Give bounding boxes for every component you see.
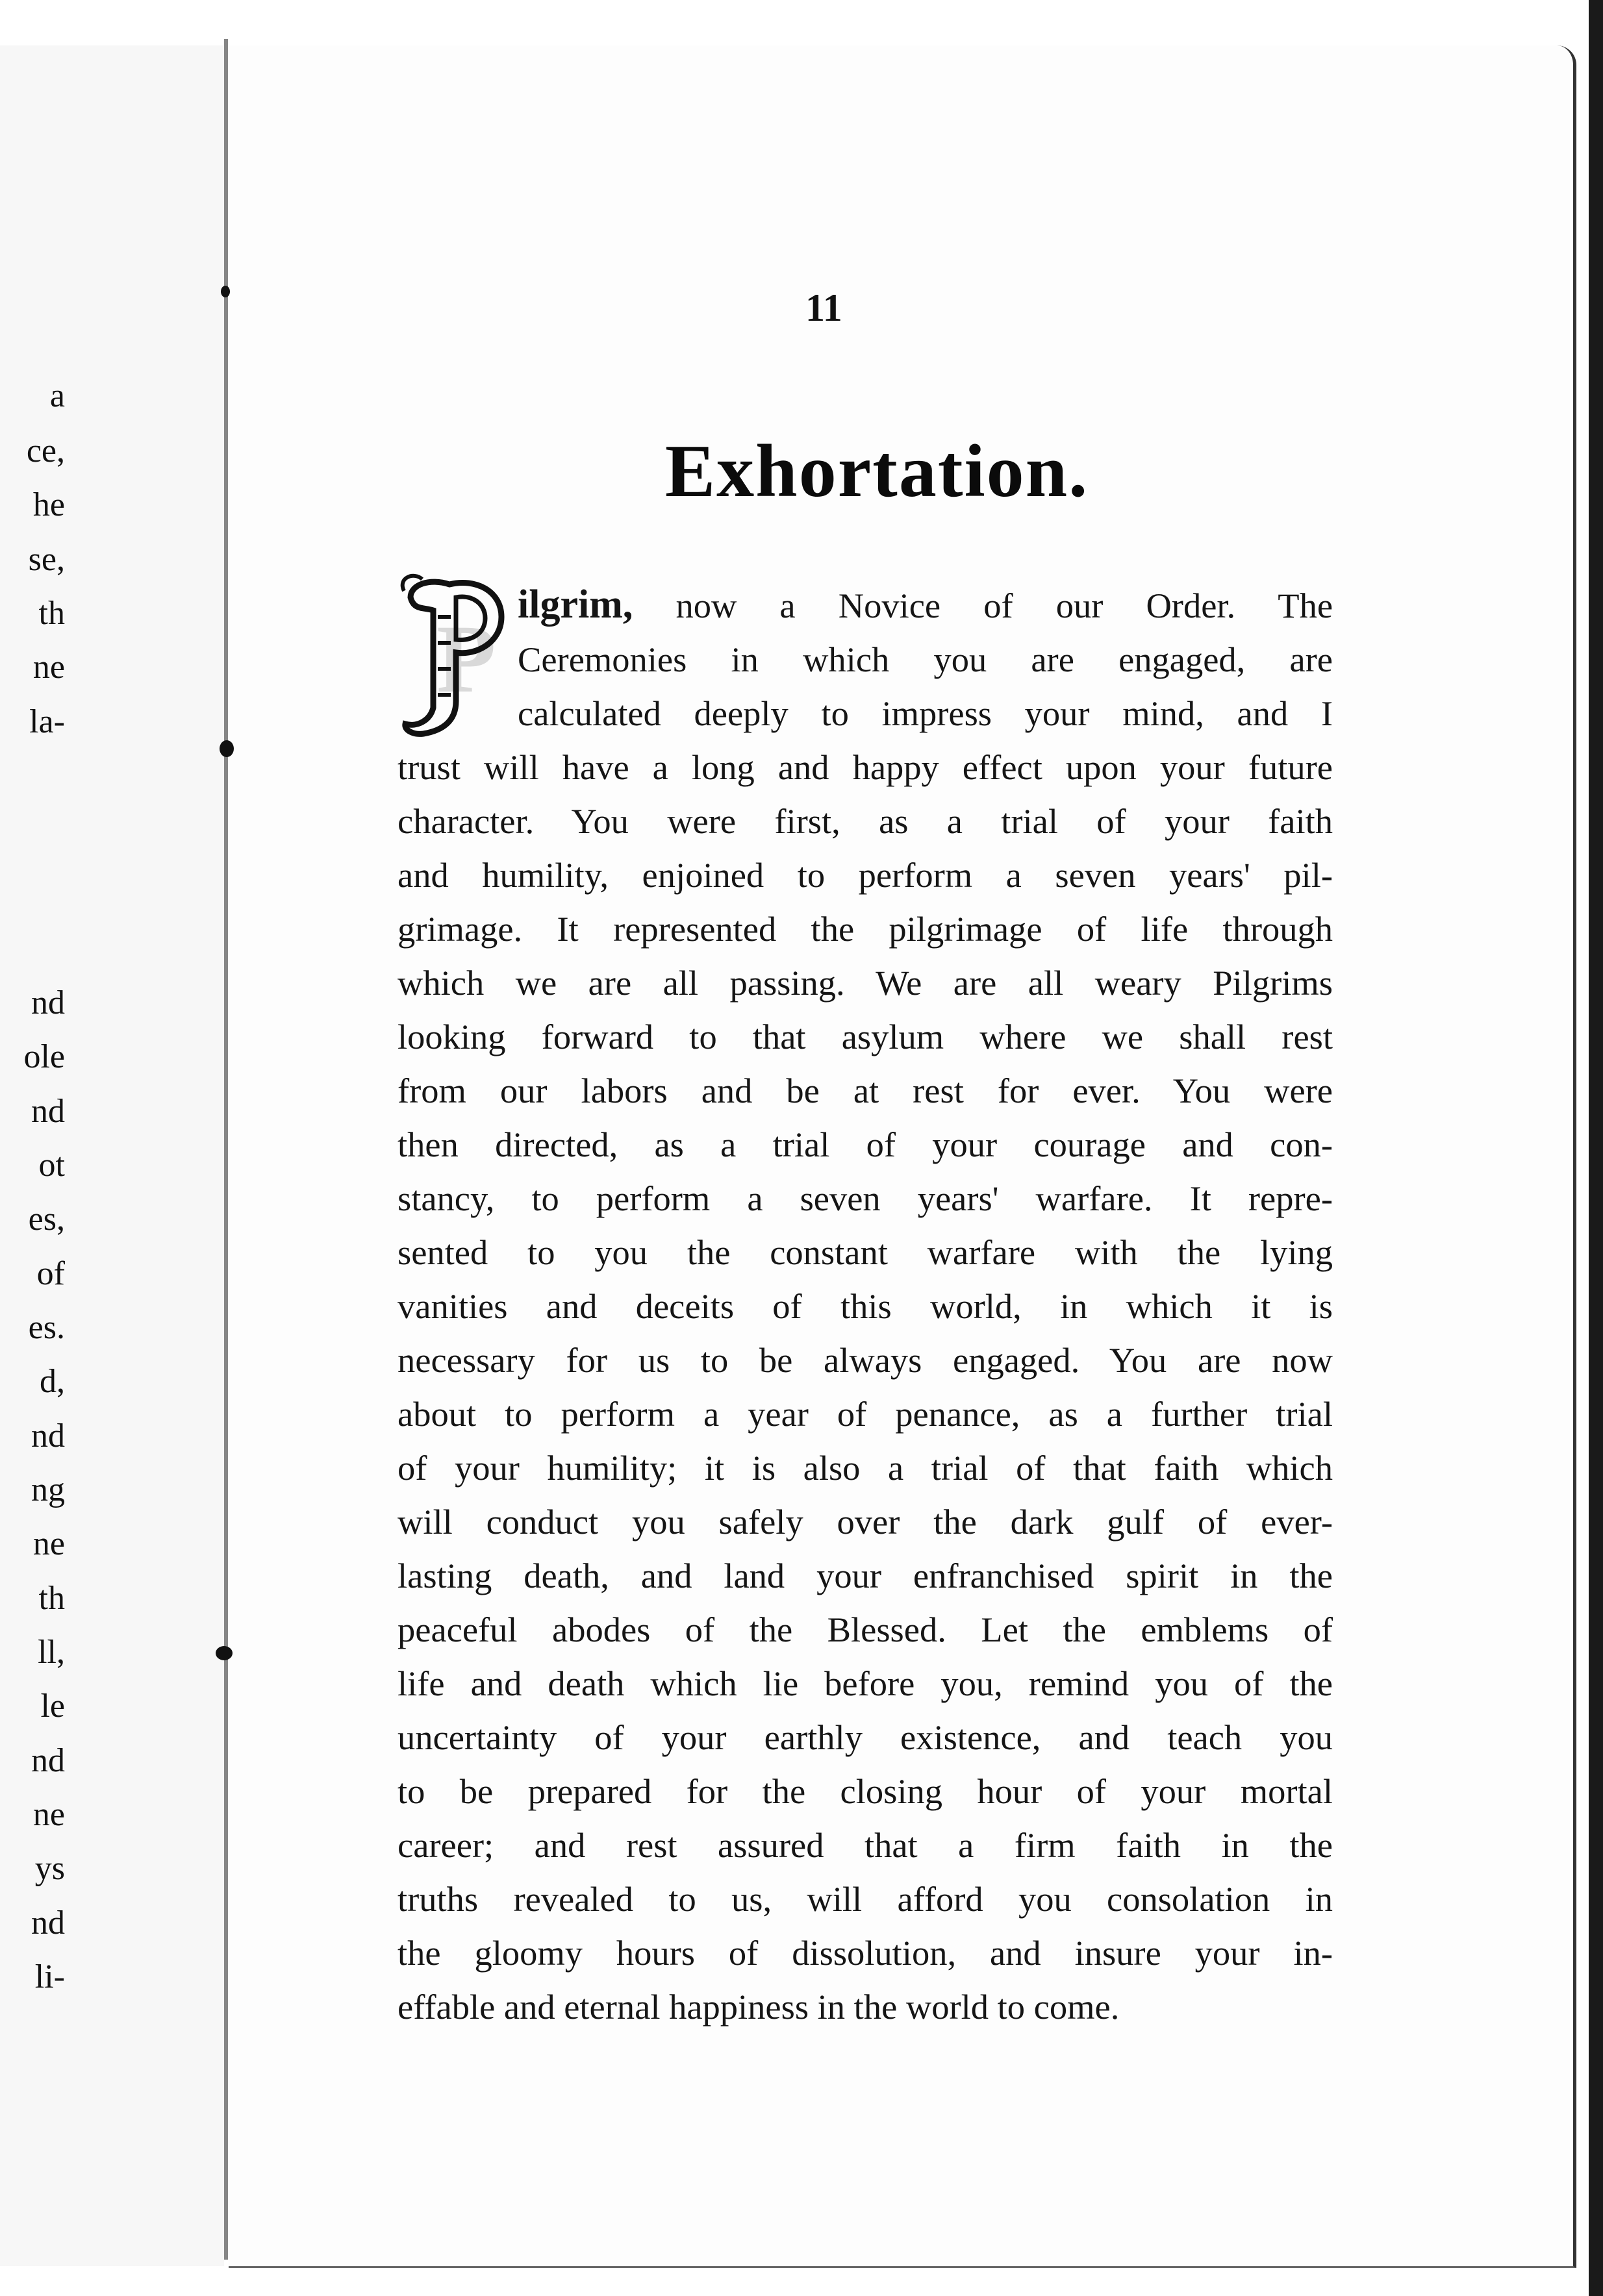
left-page-fragment: nd: [31, 1417, 65, 1454]
scan-speck: [221, 286, 230, 297]
left-page-fragment: d,: [40, 1363, 65, 1400]
left-page: [0, 45, 224, 2266]
text-line: vanities and deceits of this world, in which it is: [398, 1286, 1333, 1326]
text-line: career; and rest assured that a firm faith in the: [398, 1825, 1333, 1865]
text-line: trust will have a long and happy effect upon your future: [398, 747, 1333, 787]
text-line: Ceremonies in which you are engaged, are: [518, 640, 1333, 679]
left-page-fragment: nd: [31, 1742, 65, 1779]
text-line: from our labors and be at rest for ever. You were: [398, 1071, 1333, 1110]
left-page-fragment: ne: [32, 1796, 65, 1833]
text-line: and humility, enjoined to perform a seven years' pil-: [398, 855, 1333, 895]
text-line: necessary for us to be always engaged. You are now: [398, 1340, 1333, 1380]
text-line: the gloomy hours of dissolution, and insure your in-: [398, 1933, 1333, 1973]
left-page-fragment: ne: [32, 1525, 65, 1562]
left-page-fragment: nd: [31, 984, 65, 1021]
left-page-fragment: ys: [34, 1850, 65, 1887]
text-line: peaceful abodes of the Blessed. Let the emblems of: [398, 1610, 1333, 1649]
scan-speck: [216, 1646, 233, 1660]
left-page-fragment: nd: [31, 1904, 65, 1941]
scan-edge: [1589, 0, 1603, 2296]
text-line: of your humility; it is also a trial of that faith which: [398, 1448, 1333, 1488]
left-page-fragment: ole: [23, 1038, 65, 1075]
left-page-fragment: ll,: [38, 1634, 65, 1671]
left-page-fragment: es,: [28, 1201, 65, 1238]
exhortation-body: [398, 578, 1333, 2034]
text-line: stancy, to perform a seven years' warfare. It repre-: [398, 1179, 1333, 1218]
left-page-fragment: se,: [28, 541, 65, 578]
left-page-fragment: es.: [28, 1309, 65, 1346]
book-gutter: [224, 39, 228, 2260]
scan-speck: [220, 740, 234, 757]
text-line: truths revealed to us, will afford you consolation in: [398, 1879, 1333, 1919]
left-page-fragment: ot: [38, 1147, 65, 1184]
left-page-fragment: ne: [32, 649, 65, 686]
left-page-fragment: he: [32, 486, 65, 523]
text-line: which we are all passing. We are all weary Pilgrims: [398, 963, 1333, 1003]
left-page-fragment: th: [38, 1580, 65, 1617]
text-line: [398, 578, 1333, 632]
left-page-fragment: nd: [31, 1093, 65, 1130]
text-line: grimage. It represented the pilgrimage of life through: [398, 909, 1333, 949]
left-page-fragment: ce,: [26, 432, 65, 469]
text-line: to be prepared for the closing hour of your mortal: [398, 1771, 1333, 1811]
text-line: looking forward to that asylum where we shall rest: [398, 1017, 1333, 1056]
page-title: Exhortation.: [664, 430, 1089, 513]
drop-cap-letter: P: [436, 605, 496, 713]
text-line: sented to you the constant warfare with the lying: [398, 1232, 1333, 1272]
left-page-fragment: ng: [31, 1471, 65, 1508]
page-number: 11: [805, 286, 842, 329]
left-page-fragment: la-: [29, 703, 65, 740]
text-line: character. You were first, as a trial of your faith: [398, 801, 1333, 841]
left-page-fragment: th: [38, 595, 65, 632]
text-line: about to perform a year of penance, as a further trial: [398, 1394, 1333, 1434]
left-page-fragment: le: [40, 1688, 65, 1725]
first-word: ilgrim,: [518, 582, 633, 627]
left-page-fragment: li-: [34, 1958, 65, 1995]
text-line: effable and eternal happiness in the world to come.: [398, 1987, 1120, 2027]
text-line: uncertainty of your earthly existence, and teach you: [398, 1717, 1333, 1757]
text-line-content: now a Novice of our Order. The: [675, 586, 1333, 625]
text-line: life and death which lie before you, remind you of the: [398, 1664, 1333, 1703]
text-line: then directed, as a trial of your courage and con-: [398, 1125, 1333, 1164]
left-page-fragment: a: [49, 377, 65, 414]
left-page-fragment: of: [36, 1255, 65, 1292]
text-line: calculated deeply to impress your mind, and I: [518, 693, 1333, 733]
text-line: lasting death, and land your enfranchised spirit in the: [398, 1556, 1333, 1595]
text-line: will conduct you safely over the dark gulf of ever-: [398, 1502, 1333, 1541]
